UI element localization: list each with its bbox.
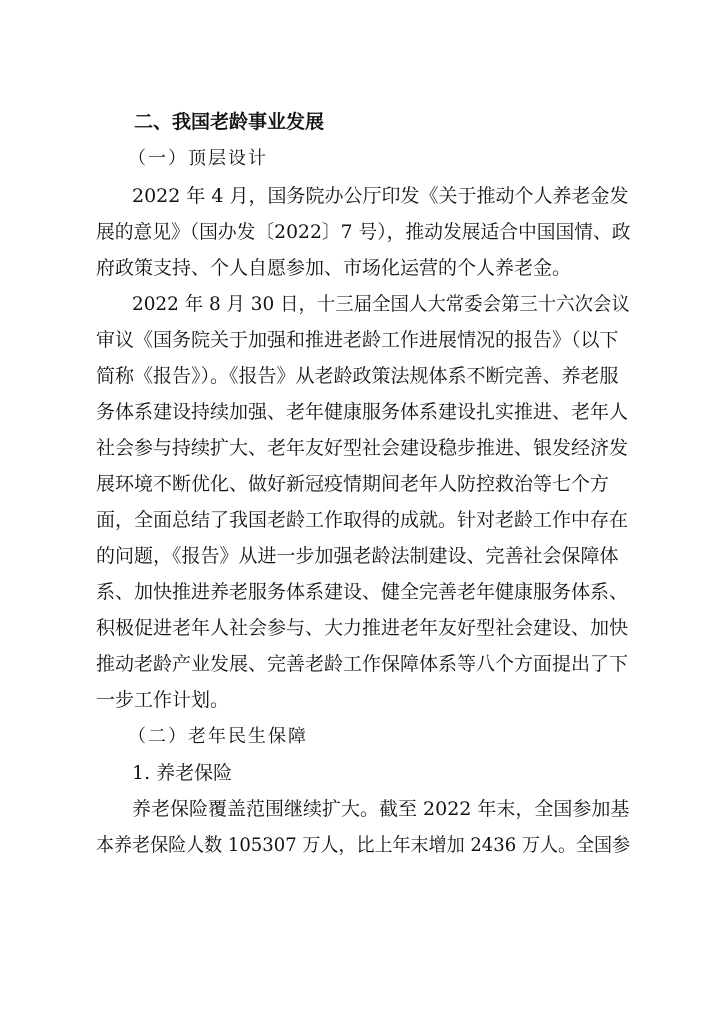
paragraph-2-line-9: 系、加快推进养老服务体系建设、健全完善老年健康服务体系、 bbox=[96, 581, 629, 603]
paragraph-2-line-8: 的问题，《报告》从进一步加强老龄法制建设、完善社会保障体 bbox=[96, 545, 619, 567]
paragraph-3-line-1: 养老保险覆盖范围继续扩大。截至 2022 年末，全国参加基 bbox=[132, 798, 630, 820]
section-heading: 二、我国老龄事业发展 bbox=[134, 111, 325, 133]
subsection-heading-top-level-design: （一）顶层设计 bbox=[128, 148, 268, 169]
paragraph-1-line-2: 展的意见》（国办发〔2022〕7 号），推动发展适合中国国情、政 bbox=[96, 221, 631, 243]
paragraph-2-line-12: 一步工作计划。 bbox=[96, 689, 230, 711]
paragraph-2-line-7: 面，全面总结了我国老龄工作取得的成就。针对老龄工作中存在 bbox=[96, 509, 629, 531]
paragraph-2-line-2: 审议《国务院关于加强和推进老龄工作进展情况的报告》（以下 bbox=[96, 329, 619, 351]
paragraph-2-line-3: 简称《报告》）。《报告》从老龄政策法规体系不断完善、养老服 bbox=[96, 365, 619, 387]
paragraph-3-line-2: 本养老保险人数 105307 万人，比上年末增加 2436 万人。全国参 bbox=[96, 834, 631, 856]
paragraph-1-line-3: 府政策支持、个人自愿参加、市场化运营的个人养老金。 bbox=[96, 257, 572, 279]
paragraph-1-line-1: 2022 年 4 月，国务院办公厅印发《关于推动个人养老金发 bbox=[132, 185, 629, 207]
paragraph-2-line-10: 积极促进老年人社会参与、大力推进老年友好型社会建设、加快 bbox=[96, 617, 629, 639]
paragraph-2-line-1: 2022 年 8 月 30 日，十三届全国人大常委会第三十六次会议 bbox=[132, 293, 630, 315]
item-heading-pension-insurance: 1. 养老保险 bbox=[132, 762, 233, 784]
paragraph-2-line-6: 展环境不断优化、做好新冠疫情期间老年人防控救治等七个方 bbox=[96, 473, 610, 495]
paragraph-2-line-5: 社会参与持续扩大、老年友好型社会建设稳步推进、银发经济发 bbox=[96, 437, 629, 459]
subsection-heading-livelihood: （二）老年民生保障 bbox=[128, 726, 308, 747]
paragraph-2-line-4: 务体系建设持续加强、老年健康服务体系建设扎实推进、老年人 bbox=[96, 401, 629, 423]
paragraph-2-line-11: 推动老龄产业发展、完善老龄工作保障体系等八个方面提出了下 bbox=[96, 653, 629, 675]
